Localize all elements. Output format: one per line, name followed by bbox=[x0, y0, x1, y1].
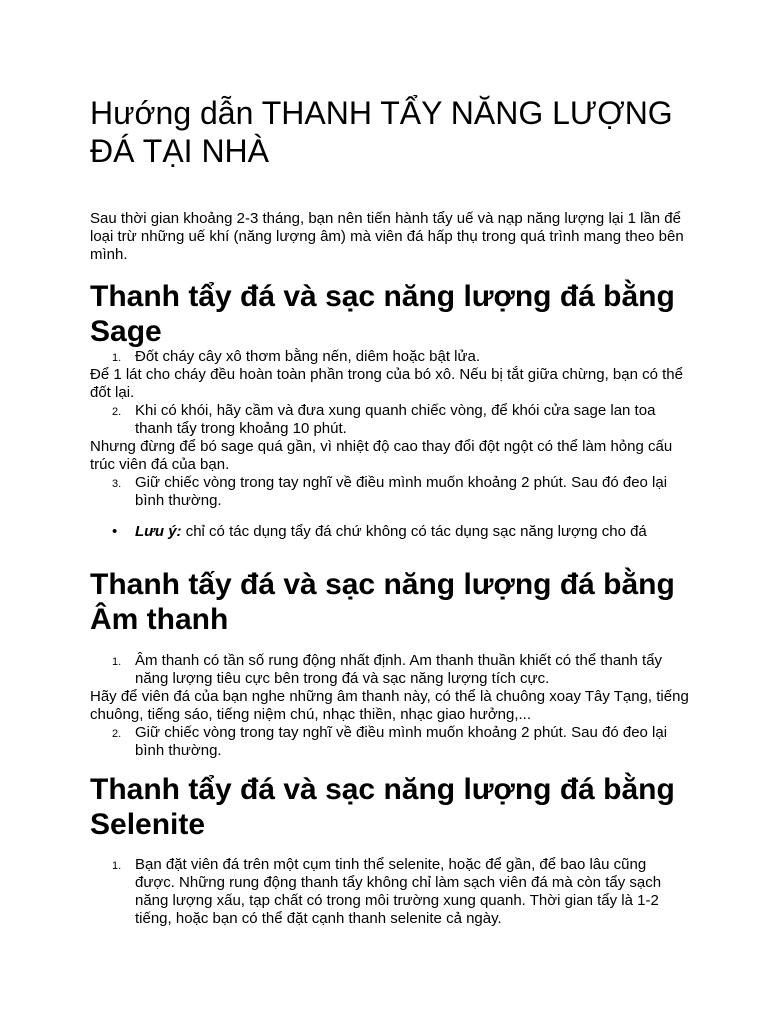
sage-note-bullet bbox=[90, 523, 690, 541]
list-item bbox=[90, 402, 690, 438]
list-item-text: Bạn đặt viên đá trên một cụm tinh thể selenite, hoặc để gần, để bao lâu cũng được. Những rung động thanh tẩy không chỉ làm sạch viên đá mà còn tẩy sạch năng lượng xấu, tạp chất có trong môi trường xung quanh. Thời gian tẩy là 1-2 tiếng, hoặc bạn có thể đặt cạnh thanh selenite cả ngày. bbox=[135, 856, 662, 927]
list-item bbox=[90, 348, 690, 366]
list-item bbox=[90, 474, 690, 510]
list-number: 1. bbox=[112, 656, 122, 668]
list-number: 2. bbox=[112, 406, 122, 418]
sound-note-1: Hãy để viên đá của bạn nghe những âm thanh này, có thể là chuông xoay Tây Tạng, tiếng chuông, tiếng sáo, tiếng niệm chú, nhạc thiền, nhạc giao hưởng,... bbox=[90, 688, 689, 723]
list-item-text: Âm thanh có tần số rung động nhất định. Am thanh thuần khiết có thể thanh tẩy năng lượng tiêu cực bên trong đá và sạc năng lượng tích cực. bbox=[135, 652, 663, 687]
sage-note-2: Nhưng đừng để bó sage quá gần, vì nhiệt độ cao thay đổi đột ngột có thể làm hỏng cấu trúc viên đá của bạn. bbox=[90, 438, 673, 473]
list-number: 1. bbox=[112, 860, 122, 872]
note-label: Lưu ý: bbox=[135, 523, 182, 540]
section-heading-sage: Thanh tẩy đá và sạc năng lượng đá bằng Sage bbox=[90, 280, 675, 348]
list-number: 1. bbox=[112, 352, 122, 364]
bullet-marker: • bbox=[112, 523, 118, 540]
list-item bbox=[90, 856, 690, 928]
list-item bbox=[90, 652, 690, 688]
list-number: 2. bbox=[112, 728, 122, 740]
sage-note-1: Để 1 lát cho cháy đều hoàn toàn phần trong của bó xô. Nếu bị tắt giữa chừng, bạn có thể đốt lại. bbox=[90, 366, 683, 401]
list-number: 3. bbox=[112, 478, 122, 490]
list-item bbox=[90, 523, 690, 541]
selenite-content bbox=[90, 856, 690, 928]
sage-content bbox=[90, 348, 690, 510]
list-item bbox=[90, 724, 690, 760]
list-item-text: Đốt cháy cây xô thơm bằng nến, diêm hoặc bật lửa. bbox=[135, 348, 481, 365]
section-heading-sound: Thanh tấy đá và sạc năng lượng đá bằng Âm thanh bbox=[90, 568, 675, 636]
sound-content bbox=[90, 652, 690, 760]
note-text: chỉ có tác dụng tẩy đá chứ không có tác dụng sạc năng lượng cho đá bbox=[181, 523, 647, 540]
page-title: Hướng dẫn THANH TẨY NĂNG LƯỢNG ĐÁ TẠI NHÀ bbox=[90, 95, 673, 169]
list-item-text: Khi có khói, hãy cầm và đưa xung quanh chiếc vòng, để khói cửa sage lan toa thanh tẩy trong khoảng 10 phút. bbox=[135, 402, 656, 437]
list-item-text: Giữ chiếc vòng trong tay nghĩ về điều mình muốn khoảng 2 phút. Sau đó đeo lại bình thường. bbox=[135, 474, 668, 509]
section-heading-selenite: Thanh tẩy đá và sạc năng lượng đá bằng Selenite bbox=[90, 773, 675, 841]
list-item-text: Giữ chiếc vòng trong tay nghĩ về điều mình muốn khoảng 2 phút. Sau đó đeo lại bình thường. bbox=[135, 724, 668, 759]
intro-paragraph: Sau thời gian khoảng 2-3 tháng, bạn nên tiến hành tẩy uế và nạp năng lượng lại 1 lần để loại trừ những uế khí (năng lượng âm) mà viên đá hấp thụ trong quá trình mang theo bên mình. bbox=[90, 210, 684, 263]
